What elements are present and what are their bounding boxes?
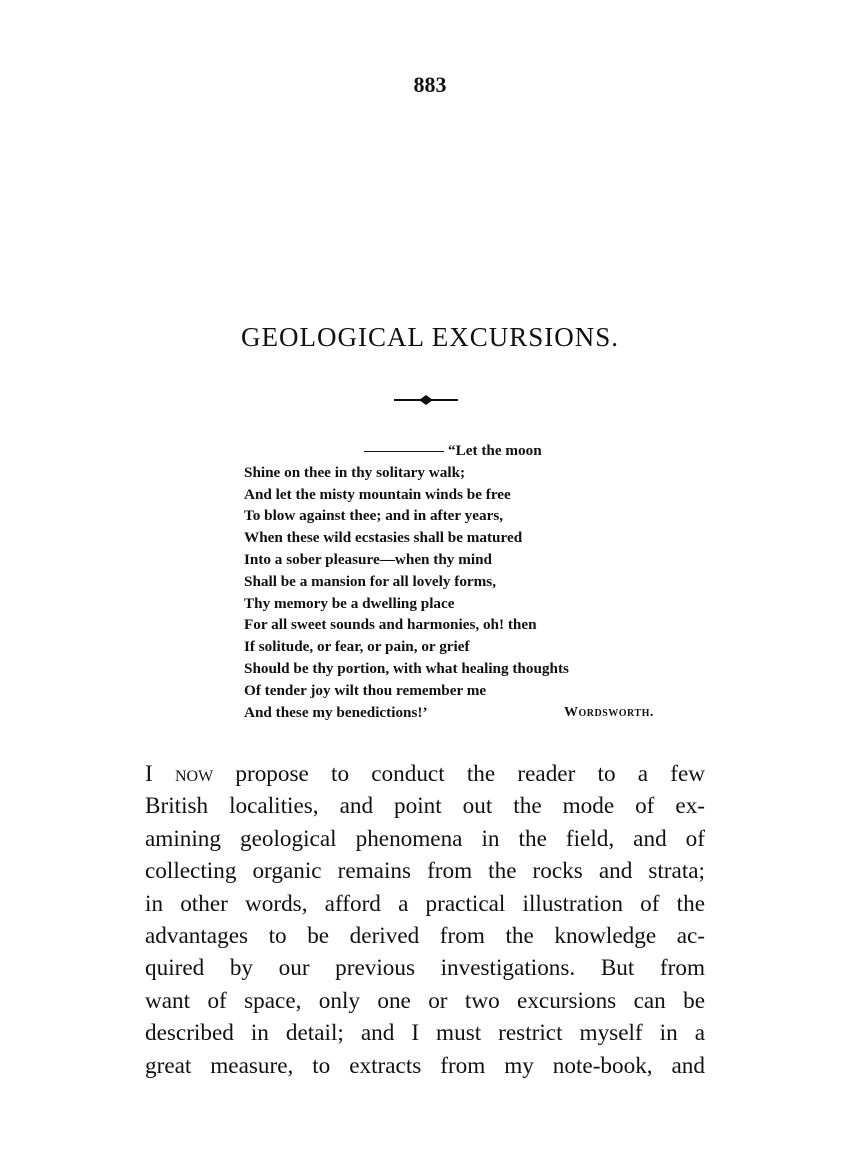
epigraph-line: To blow against thee; and in after years, [244,507,504,525]
page-number: 883 [413,72,447,97]
body-line: collecting organic remains from the rocks and strata; [145,858,705,885]
ornament-divider [394,392,458,408]
epigraph-line: Of tender joy wilt thou remember me [244,681,487,699]
epigraph-line: Shall be a mansion for all lovely forms, [244,572,497,590]
epigraph-line-last [244,702,694,724]
body-line: great measure, to extracts from my note-book, and [145,1052,705,1079]
body-line: want of space, only one or two excursions can be [145,987,705,1014]
epigraph-line [244,440,694,462]
epigraph-dash [364,451,444,452]
chapter-title: GEOLOGICAL EXCURSIONS. [241,322,619,352]
epigraph-line: For all sweet sounds and harmonies, oh! then [244,616,537,634]
body-line-text: propose to conduct the reader to a few [235,761,706,787]
epigraph-line-text: “Let the moon [448,442,542,459]
body-line: advantages to be derived from the knowledge ac- [145,923,705,950]
body-paragraph [145,758,705,1082]
body-line: British localities, and point out the mode of ex- [145,793,705,820]
body-line: amining geological phenomena in the field, and of [145,825,705,852]
epigraph-line: Into a sober pleasure—when thy mind [244,550,492,568]
epigraph-line: If solitude, or fear, or pain, or grief [244,638,470,656]
epigraph-line-text: And these my benedictions!’ [244,703,428,721]
body-first-word: I [145,761,153,787]
epigraph-line: When these wild ecstasies shall be matured [244,529,523,547]
body-line: described in detail; and I must restrict myself in a [145,1020,705,1047]
epigraph-line: Thy memory be a dwelling place [244,594,455,612]
body-line: quired by our previous investigations. But from [145,955,705,982]
body-line [145,758,705,790]
body-first-smallcaps: now [174,761,214,787]
epigraph-line: Shine on thee in thy solitary walk; [244,463,466,481]
body-line: in other words, afford a practical illustration of the [145,890,705,917]
epigraph-line: And let the misty mountain winds be free [244,485,511,503]
epigraph-line: Should be thy portion, with what healing thoughts [244,659,569,677]
epigraph [244,440,694,723]
epigraph-attribution: Wordsworth. [564,704,654,720]
